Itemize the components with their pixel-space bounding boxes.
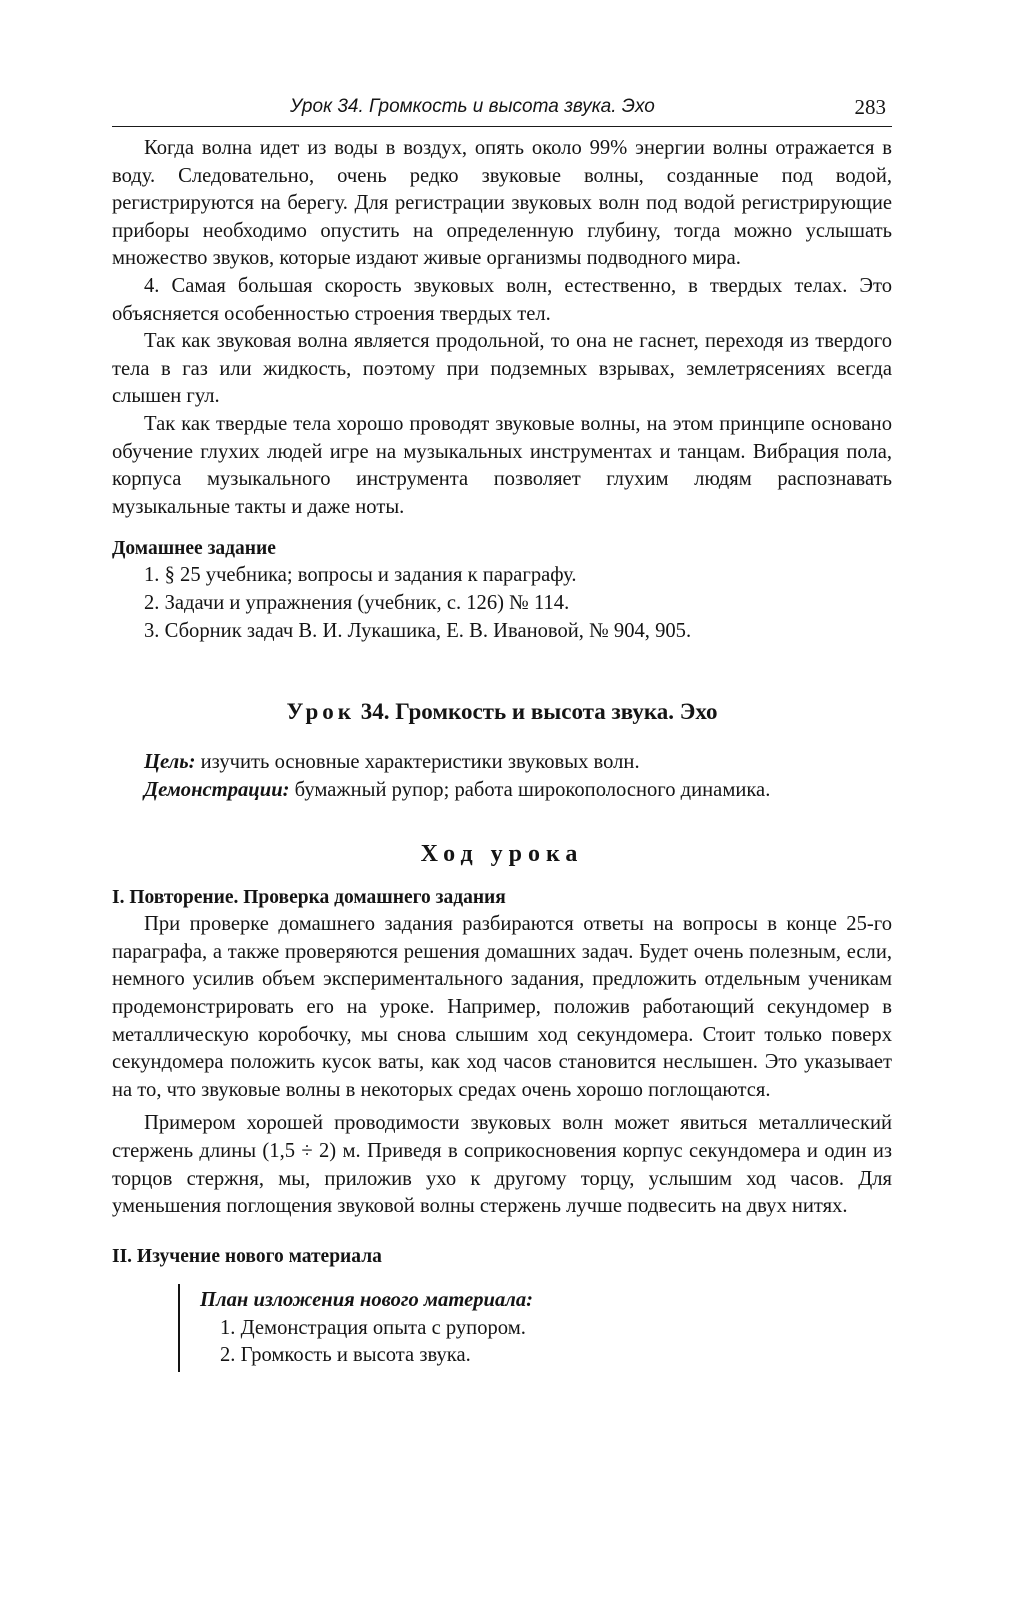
plan-item: 2. Громкость и высота звука. (220, 1344, 471, 1367)
paragraph: Так как звуковая волна является продольной, то она не гаснет, переходя из твердого тела в газ или жидкость, поэтому при подземных взрывах, землетрясениях всегда слышен гул. (112, 330, 892, 408)
section-heading-review: I. Повторение. Проверка домашнего задания (112, 887, 506, 909)
paragraph: При проверке домашнего задания разбираются ответы на вопросы в конце 25-го параграфа, а также проверяются решения домашних задач. Будет очень полезным, если, немного усилив объем экспериментального задания, предложить отдельным ученикам продемонстрировать его на уроке. Например, положив работающий секундомер в металлическую коробочку, мы снова слышим ход секундомера. Стоит только поверх секундомера положить кусок ваты, как ход часов становится неслышен. Это указывает на то, что звуковые волны в некоторых средах очень хорошо поглощаются. (112, 913, 892, 1101)
lesson-demonstrations (112, 777, 892, 805)
running-head (112, 92, 892, 127)
lesson-goal (112, 749, 892, 777)
section-heading-new-material: II. Изучение нового материала (112, 1245, 382, 1267)
goal-text: изучить основные характеристики звуковых волн. (195, 751, 640, 774)
homework-heading: Домашнее задание (112, 538, 276, 560)
plan-box (178, 1284, 892, 1372)
lesson-title (112, 697, 892, 727)
plan-item: 1. Демонстрация опыта с рупором. (220, 1316, 526, 1339)
homework-item: 3. Сборник задач В. И. Лукашика, Е. В. Ивановой, № 904, 905. (144, 619, 692, 642)
paragraph: Так как твердые тела хорошо проводят звуковые волны, на этом принципе основано обучение глухих людей игре на музыкальных инструментах и танцам. Вибрация пола, корпуса музыкального инструмента позволяет глухим людям распознавать музыкальные такты и даже ноты. (112, 412, 892, 518)
homework-item: 1. § 25 учебника; вопросы и задания к параграфу. (144, 564, 577, 587)
demo-label: Демонстрации: (144, 778, 290, 801)
continued-text (112, 135, 892, 521)
paragraph: Примером хорошей проводимости звуковых волн может явиться металлический стержень длины (1,5 ÷ 2) м. Приведя в соприкосновения корпус секундомера и один из торцов стержня, мы, приложив ухо к другому торцу, услышим ход часов. Для уменьшения поглощения звуковой волны стержень лучше подвесить на двух нитях. (112, 1112, 892, 1218)
course-heading: Ход урока (420, 841, 584, 868)
demo-text: бумажный рупор; работа широкополосного динамика. (289, 778, 771, 801)
paragraph: Когда волна идет из воды в воздух, опять около 99% энергии волны отражается в воду. Следовательно, очень редко звуковые волны, созданные под водой, регистрируются на берегу. Для регистрации звуковых волн под водой регистрирующие приборы необходимо опустить на определенную глубину, тогда можно услышать множество звуков, которые издают живые организмы подводного мира. (112, 137, 892, 270)
lesson-title-rest: 34. Громкость и высота звука. Эхо (355, 699, 718, 725)
lesson-title-word: Урок (286, 699, 356, 725)
homework-item: 2. Задачи и упражнения (учебник, с. 126) № 114. (144, 591, 570, 614)
plan-title: План изложения нового материала: (200, 1288, 533, 1311)
paragraph: 4. Самая большая скорость звуковых волн, естественно, в твердых телах. Это объясняется особенностью строения твердых тел. (112, 274, 892, 325)
page-number: 283 (854, 95, 886, 119)
goal-label: Цель: (144, 751, 196, 774)
book-page (112, 92, 892, 1372)
running-title: Урок 34. Громкость и высота звука. Эхо (290, 96, 655, 117)
